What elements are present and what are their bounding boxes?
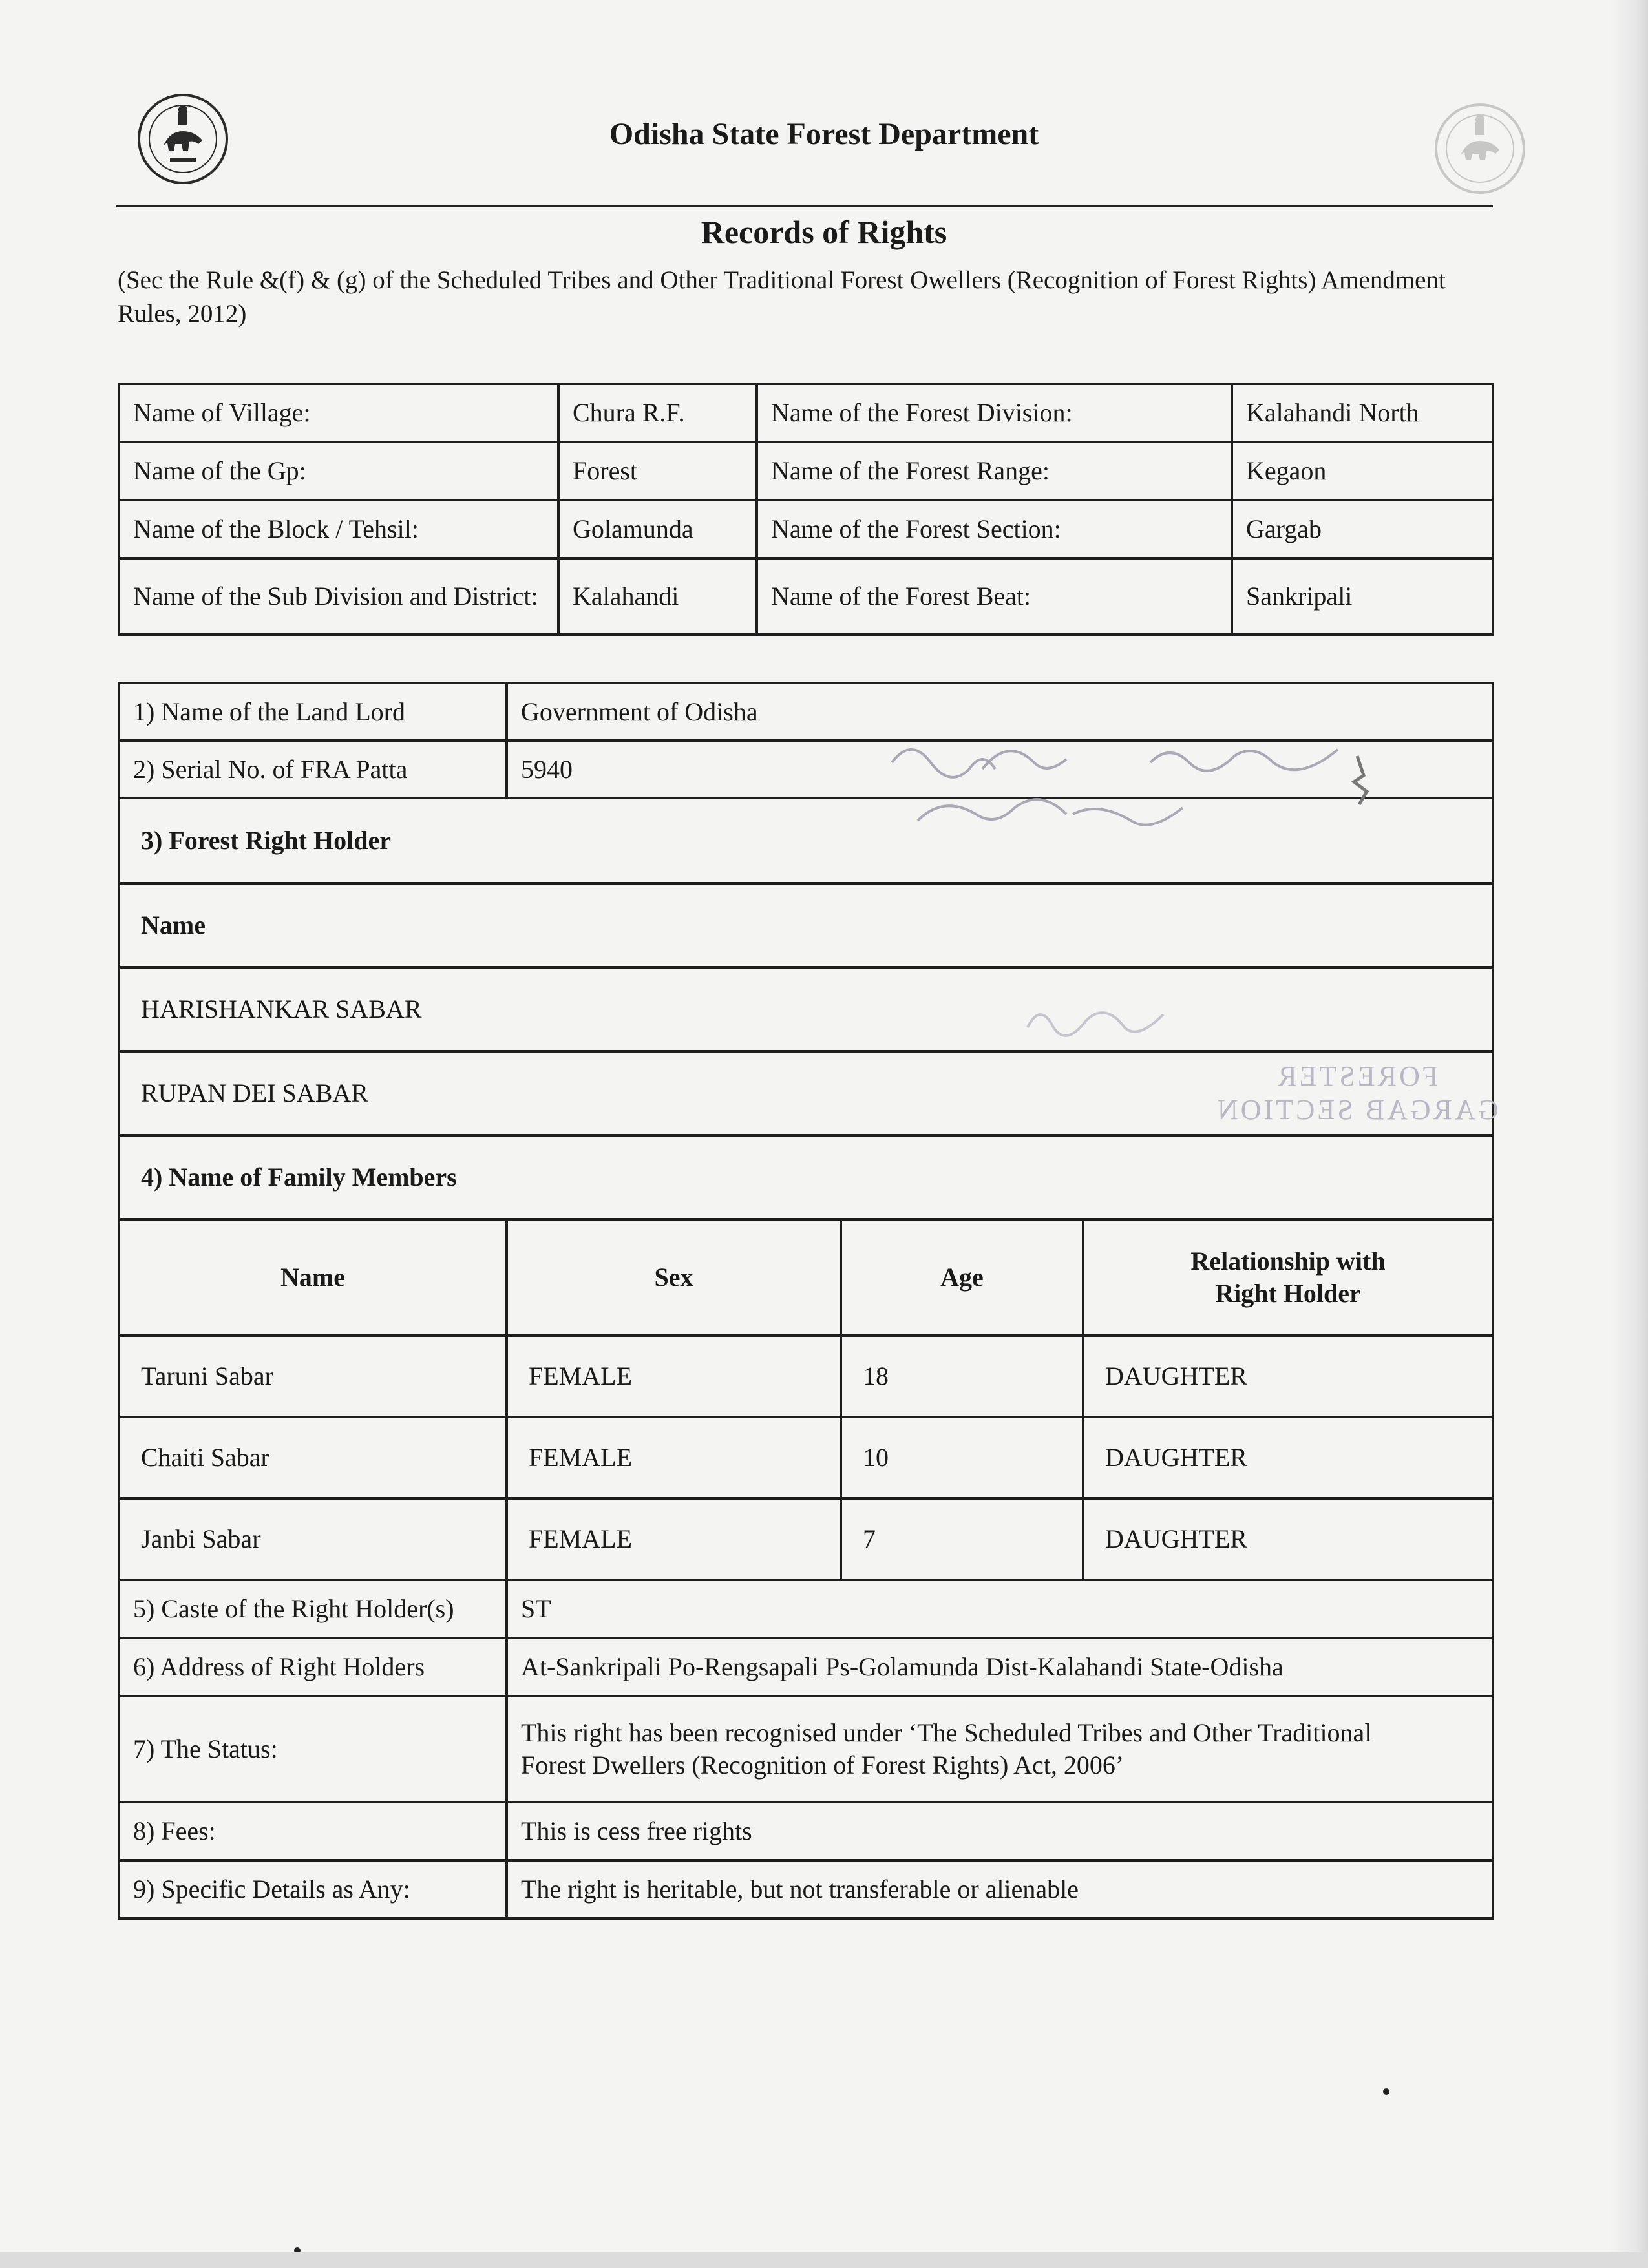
forest-division-value: Kalahandi North (1232, 384, 1493, 442)
forest-beat-value: Sankripali (1232, 558, 1493, 635)
caste-label: 5) Caste of the Right Holder(s) (119, 1580, 507, 1638)
subdivision-district-label: Name of the Sub Division and District: (119, 558, 558, 635)
subdivision-district-value: Kalahandi (558, 558, 757, 635)
holder-name: RUPAN DEI SABAR (119, 1051, 1493, 1135)
serial-label: 2) Serial No. of FRA Patta (119, 740, 507, 798)
village-value: Chura R.F. (558, 384, 757, 442)
forest-section-label: Name of the Forest Section: (757, 500, 1232, 558)
address-label: 6) Address of Right Holders (119, 1638, 507, 1696)
block-tehsil-value: Golamunda (558, 500, 757, 558)
family-member-relationship: DAUGHTER (1083, 1336, 1493, 1417)
forest-right-holder-heading: 3) Forest Right Holder (119, 798, 1493, 883)
address-value: At-Sankripali Po-Rengsapali Ps-Golamunda Dist-Kalahandi State-Odisha (507, 1638, 1493, 1696)
family-age-column-header: Age (841, 1219, 1083, 1336)
family-member-row (119, 1417, 1493, 1498)
family-sex-column-header: Sex (507, 1219, 841, 1336)
holder-name: HARISHANKAR SABAR (119, 967, 1493, 1051)
gp-label: Name of the Gp: (119, 442, 558, 500)
scan-edge-bottom (0, 2252, 1648, 2268)
family-relationship-column-header: Relationship with Right Holder (1083, 1219, 1493, 1336)
fees-label: 8) Fees: (119, 1802, 507, 1860)
forest-section-value: Gargab (1232, 500, 1493, 558)
location-row (119, 558, 1493, 635)
forest-range-label: Name of the Forest Range: (757, 442, 1232, 500)
location-row (119, 442, 1493, 500)
family-member-age: 10 (841, 1417, 1083, 1498)
header-divider (116, 205, 1493, 207)
family-member-age: 7 (841, 1498, 1083, 1580)
location-row (119, 384, 1493, 442)
land-lord-value: Government of Odisha (507, 683, 1493, 740)
document-subtitle: (Sec the Rule &(f) & (g) of the Scheduled Tribes and Other Traditional Forest Owellers (Recognition of Forest Rights) Amendment Rules, 2012) (118, 266, 1446, 328)
status-value: This right has been recognised under ‘The Scheduled Tribes and Other Traditional Forest Dwellers (Recognition of Forest Rights) Act, 2006’ (507, 1696, 1493, 1802)
caste-value: ST (507, 1580, 1493, 1638)
serial-value: 5940 (507, 740, 1493, 798)
holder-name-heading: Name (119, 883, 1493, 967)
address-row (119, 1638, 1493, 1696)
family-member-name: Chaiti Sabar (119, 1417, 507, 1498)
family-member-sex: FEMALE (507, 1498, 841, 1580)
department-heading: Odisha State Forest Department (609, 117, 1039, 151)
location-row (119, 500, 1493, 558)
stamp-line-section: GARGAB SECTION (1215, 1094, 1499, 1126)
fees-value: This is cess free rights (507, 1802, 1493, 1860)
family-member-sex: FEMALE (507, 1417, 841, 1498)
ink-mark (1383, 2088, 1389, 2095)
family-heading-row (119, 1135, 1493, 1219)
holder-row (119, 967, 1493, 1051)
family-member-relationship: DAUGHTER (1083, 1417, 1493, 1498)
block-tehsil-label: Name of the Block / Tehsil: (119, 500, 558, 558)
forest-beat-label: Name of the Forest Beat: (757, 558, 1232, 635)
specific-details-row (119, 1860, 1493, 1918)
specific-details-value: The right is heritable, but not transferable or alienable (507, 1860, 1493, 1918)
family-member-row (119, 1498, 1493, 1580)
status-row (119, 1696, 1493, 1802)
handwritten-signature (879, 724, 1409, 866)
caste-row (119, 1580, 1493, 1638)
fees-row (119, 1802, 1493, 1860)
village-label: Name of Village: (119, 384, 558, 442)
family-member-sex: FEMALE (507, 1336, 841, 1417)
family-member-name: Taruni Sabar (119, 1336, 507, 1417)
gp-value: Forest (558, 442, 757, 500)
record-table (118, 682, 1494, 1920)
faint-initials-signature (1021, 995, 1189, 1047)
document-title: Records of Rights (701, 214, 947, 250)
family-member-row (119, 1336, 1493, 1417)
forester-stamp (1215, 1060, 1499, 1127)
family-member-age: 18 (841, 1336, 1083, 1417)
family-member-name: Janbi Sabar (119, 1498, 507, 1580)
status-label: 7) The Status: (119, 1696, 507, 1802)
forest-range-value: Kegaon (1232, 442, 1493, 500)
location-table (118, 383, 1494, 636)
land-lord-label: 1) Name of the Land Lord (119, 683, 507, 740)
family-member-relationship: DAUGHTER (1083, 1498, 1493, 1580)
scan-edge-right (1609, 0, 1648, 2268)
family-members-heading: 4) Name of Family Members (119, 1135, 1493, 1219)
family-header-row (119, 1219, 1493, 1336)
specific-details-label: 9) Specific Details as Any: (119, 1860, 507, 1918)
family-name-column-header: Name (119, 1219, 507, 1336)
forest-division-label: Name of the Forest Division: (757, 384, 1232, 442)
name-heading-row (119, 883, 1493, 967)
stamp-line-forester: FORESTER (1275, 1060, 1439, 1092)
